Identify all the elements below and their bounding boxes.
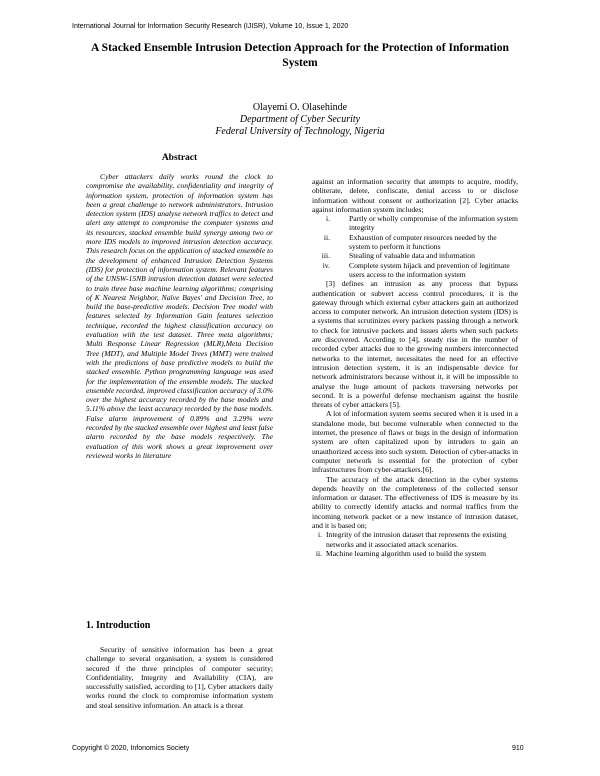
- author-department: Department of Cyber Security: [239, 114, 361, 125]
- author-institution: Federal University of Technology, Nigeria: [215, 126, 385, 137]
- list-item: ii. Exhaustion of computer resources needed by the system to perform it functions: [323, 232, 497, 252]
- introduction-heading: 1. Introduction: [86, 620, 151, 631]
- list-item: i. Integrity of the intrusion dataset that represents the existing networks and it associated attack scenarios.: [317, 530, 507, 549]
- basis-list: [312, 530, 518, 558]
- introduction-paragraph: Security of sensitive information has been a great challenge to several organisation, a system is considered secured if the three principles of computer security; Confidentiality, Integrity and Availability (CIA), are successfully satisfied, according to [1], Cyber attackers daily works round the clock to compromise information system and steal sensitive information. An attack is a threat: [86, 645, 273, 710]
- introduction-body: [86, 645, 273, 710]
- attack-list: [312, 214, 518, 279]
- abstract-heading: Abstract: [161, 153, 198, 163]
- right-column: [312, 177, 518, 558]
- author-block: [0, 102, 600, 138]
- body-paragraph: [3] defines an intrusion as any process that bypass authentication or subvert access control procedures, it is the gateway through which external cyber attackers gain an authorized access to computer network. An intrusion detection system (IDS) is a systems that scrutinizes every packets passing through a network to check for intrusive packets and issues alerts when such packets are discovered. According to [4], steady rise in the number of recorded cyber attacks due to the growing numbers interconnected networks to the internet, necessitates the need for an effective intrusion detection system, it is an indispensable device for network administrators because without it, it will be impossible to analyse the huge amount of packets traversing networks per second. It is a powerful defense mechanism against the hostile threats of cyber attackers [5].: [312, 279, 518, 410]
- body-paragraph: A lot of information system seems secured when it is used in a standalone mode, but become vulnerable when connected to the internet, the presence of flaws or bugs in the design of information system are often capitalized upon by intruders to gain an unauthorized access into such system. Detection of cyber-attacks in computer network is essential for the protection of cyber infrastructures from cyber-attackers.[6].: [312, 409, 518, 475]
- running-header: International Journal for Information Security Research (IJISR), Volume 10, Issue 1, 2020: [72, 23, 349, 30]
- list-item: iii. Stealing of valuable data and information: [321, 251, 475, 261]
- list-item: i. Partly or wholly compromise of the information system integrity: [325, 214, 518, 233]
- abstract-body: [86, 172, 273, 460]
- list-item: iv. Complete system hijack and prevention of legitimate users access to the information system: [322, 260, 510, 279]
- page-number: 910: [512, 745, 524, 752]
- abstract-text: Cyber attackers daily works round the clock to compromise the availability, confidentiality and integrity of information system, protection of information system has been a great challenge to network administrators. Intrusion detection system (IDS) analyse network traffics to detect and alert any attempt to compromise the computer systems and its resources, stacked ensemble build synergy among two or more IDS models to improved intrusion detection accuracy. This research focus on the application of stacked ensemble to the development of enhanced Intrusion Detection Systems (IDS) for protection of information system. Relevant features of the UNSW-15NB intrusion detection dataset were selected to train three base machine learning algorithms; comprising of K Nearest Neighbor, Naïve Bayes' and Decision Tree, to build the base-predictive models. Decision Tree model with features selected by Information Gain features selection technique, recorded the highest classification accuracy on evaluation with the test dataset. Three meta algorithms; Multi Response Linear Regression (MLR),Meta Decision Tree (MDT), and Multiple Model Trees (MMT) were trained with the predictions of base predictive models to build the stacked ensemble. Python programming language was used for the implementation of the ensemble models. The stacked ensemble recorded, improved classification accuracy of 3.0% over the highest accuracy recorded by the base models and 5.11% above the least accuracy recorded by the base models. False alarm improvement of 0.89% and 3.29% were recorded by the stacked ensemble over highest and least false alarm recorded by the base models respectively. The evaluation of this work shows a great improvement over reviewed works in literature: [86, 172, 273, 460]
- footer-copyright: Copyright © 2020, Infonomics Society: [72, 745, 190, 752]
- body-paragraph: The accuracy of the attack detection in the cyber systems depends heavily on the completeness of the collected sensor information or dataset. The effectiveness of IDS is measure by its ability to correctly identify attacks and normal traffics from the incoming network packet or a new instance of intrusion dataset, and it is based on;: [312, 474, 518, 530]
- list-item: ii. Machine learning algorithm used to build the system: [315, 548, 487, 558]
- continuation-paragraph: against an information security that attempts to acquire, modify, obliterate, delete, confiscate, denial access to or disclose information without consent or authorization [2]. Cyber attacks against information system includes;: [312, 177, 518, 214]
- author-name: Olayemi O. Olasehinde: [252, 102, 348, 113]
- paper-title: A Stacked Ensemble Intrusion Detection Approach for the Protection of Information System: [90, 41, 509, 69]
